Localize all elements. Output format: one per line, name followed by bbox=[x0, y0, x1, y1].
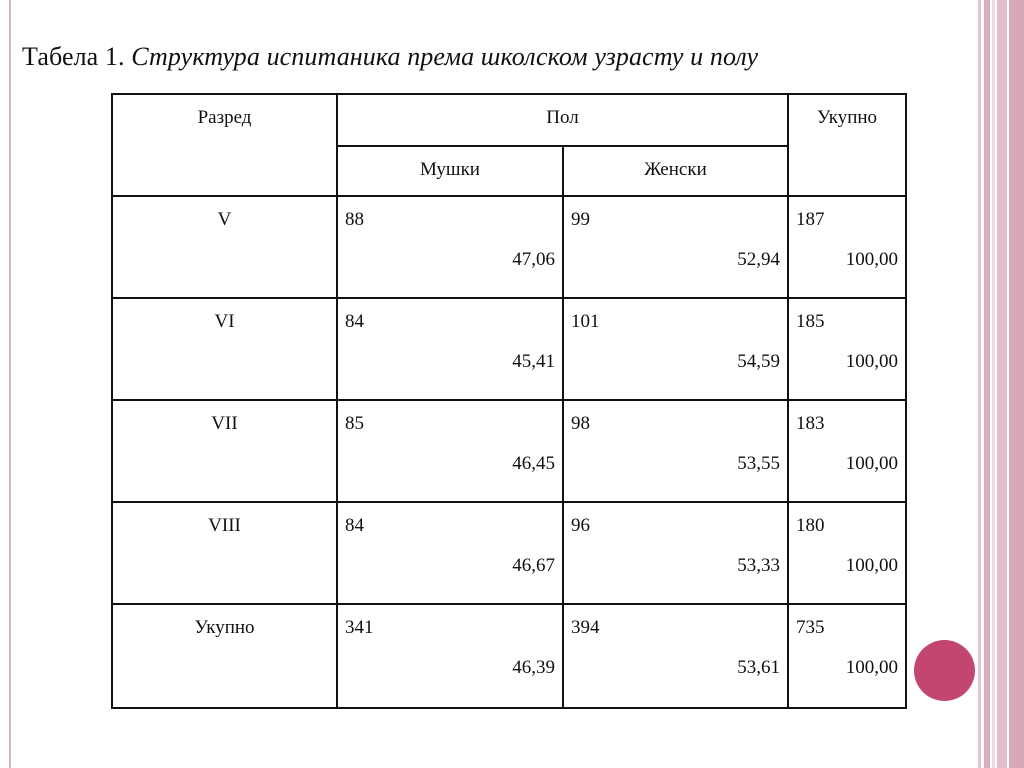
female-cell bbox=[563, 196, 788, 298]
table-row bbox=[112, 196, 906, 298]
total-count: 185 bbox=[796, 311, 825, 332]
male-percent: 46,45 bbox=[512, 453, 555, 474]
male-count: 84 bbox=[345, 311, 364, 332]
grade-cell: VIII bbox=[112, 502, 337, 604]
female-count: 99 bbox=[571, 209, 590, 230]
female-percent: 53,33 bbox=[737, 555, 781, 576]
total-percent: 100,00 bbox=[845, 453, 899, 474]
table-row bbox=[112, 502, 906, 604]
male-count: 341 bbox=[345, 617, 374, 638]
female-count: 98 bbox=[571, 413, 590, 434]
header-row bbox=[112, 94, 906, 146]
male-cell bbox=[337, 604, 563, 708]
total-count: 187 bbox=[796, 209, 825, 230]
left-border-rule bbox=[9, 0, 11, 768]
decorative-stripe bbox=[992, 0, 995, 768]
female-cell bbox=[563, 502, 788, 604]
female-cell bbox=[563, 604, 788, 708]
header-female: Женски bbox=[563, 146, 788, 196]
male-count: 85 bbox=[345, 413, 364, 434]
male-percent: 47,06 bbox=[512, 249, 555, 270]
total-cell bbox=[788, 298, 906, 400]
accent-circle bbox=[914, 640, 975, 701]
male-count: 84 bbox=[345, 515, 364, 536]
female-percent: 53,61 bbox=[737, 657, 781, 678]
female-percent: 53,55 bbox=[737, 453, 781, 474]
table-row bbox=[112, 298, 906, 400]
female-count: 101 bbox=[571, 311, 600, 332]
header-grade: Разред bbox=[112, 94, 337, 196]
male-cell bbox=[337, 502, 563, 604]
decorative-stripe bbox=[1009, 0, 1024, 768]
header-total: Укупно bbox=[788, 94, 906, 196]
total-cell bbox=[788, 400, 906, 502]
total-count: 180 bbox=[796, 515, 825, 536]
table-row bbox=[112, 400, 906, 502]
female-count: 96 bbox=[571, 515, 590, 536]
total-percent: 100,00 bbox=[845, 555, 899, 576]
total-percent: 100,00 bbox=[845, 657, 899, 678]
female-cell bbox=[563, 400, 788, 502]
grade-cell: Укупно bbox=[112, 604, 337, 708]
table-title-prefix: Табела 1. bbox=[22, 42, 125, 71]
table-title-caption: Структура испитаника према школском узрасту и полу bbox=[131, 42, 759, 71]
male-count: 88 bbox=[345, 209, 364, 230]
male-percent: 46,39 bbox=[512, 657, 555, 678]
header-male: Мушки bbox=[337, 146, 563, 196]
grade-cell: V bbox=[112, 196, 337, 298]
total-percent: 100,00 bbox=[845, 351, 899, 372]
total-percent: 100,00 bbox=[845, 249, 899, 270]
decorative-stripe bbox=[997, 0, 1007, 768]
female-cell bbox=[563, 298, 788, 400]
male-cell bbox=[337, 196, 563, 298]
female-percent: 54,59 bbox=[737, 351, 781, 372]
male-cell bbox=[337, 400, 563, 502]
total-count: 183 bbox=[796, 413, 825, 434]
male-percent: 46,67 bbox=[512, 555, 555, 576]
male-cell bbox=[337, 298, 563, 400]
decorative-stripe bbox=[978, 0, 981, 768]
total-count: 735 bbox=[796, 617, 825, 638]
total-cell bbox=[788, 604, 906, 708]
data-table bbox=[111, 93, 907, 709]
total-cell bbox=[788, 196, 906, 298]
total-cell bbox=[788, 502, 906, 604]
grade-cell: VII bbox=[112, 400, 337, 502]
male-percent: 45,41 bbox=[512, 351, 555, 372]
table-title bbox=[22, 42, 758, 72]
female-count: 394 bbox=[571, 617, 600, 638]
female-percent: 52,94 bbox=[737, 249, 781, 270]
header-gender: Пол bbox=[337, 94, 788, 146]
grade-cell: VI bbox=[112, 298, 337, 400]
table-row-total bbox=[112, 604, 906, 708]
decorative-stripe bbox=[984, 0, 990, 768]
